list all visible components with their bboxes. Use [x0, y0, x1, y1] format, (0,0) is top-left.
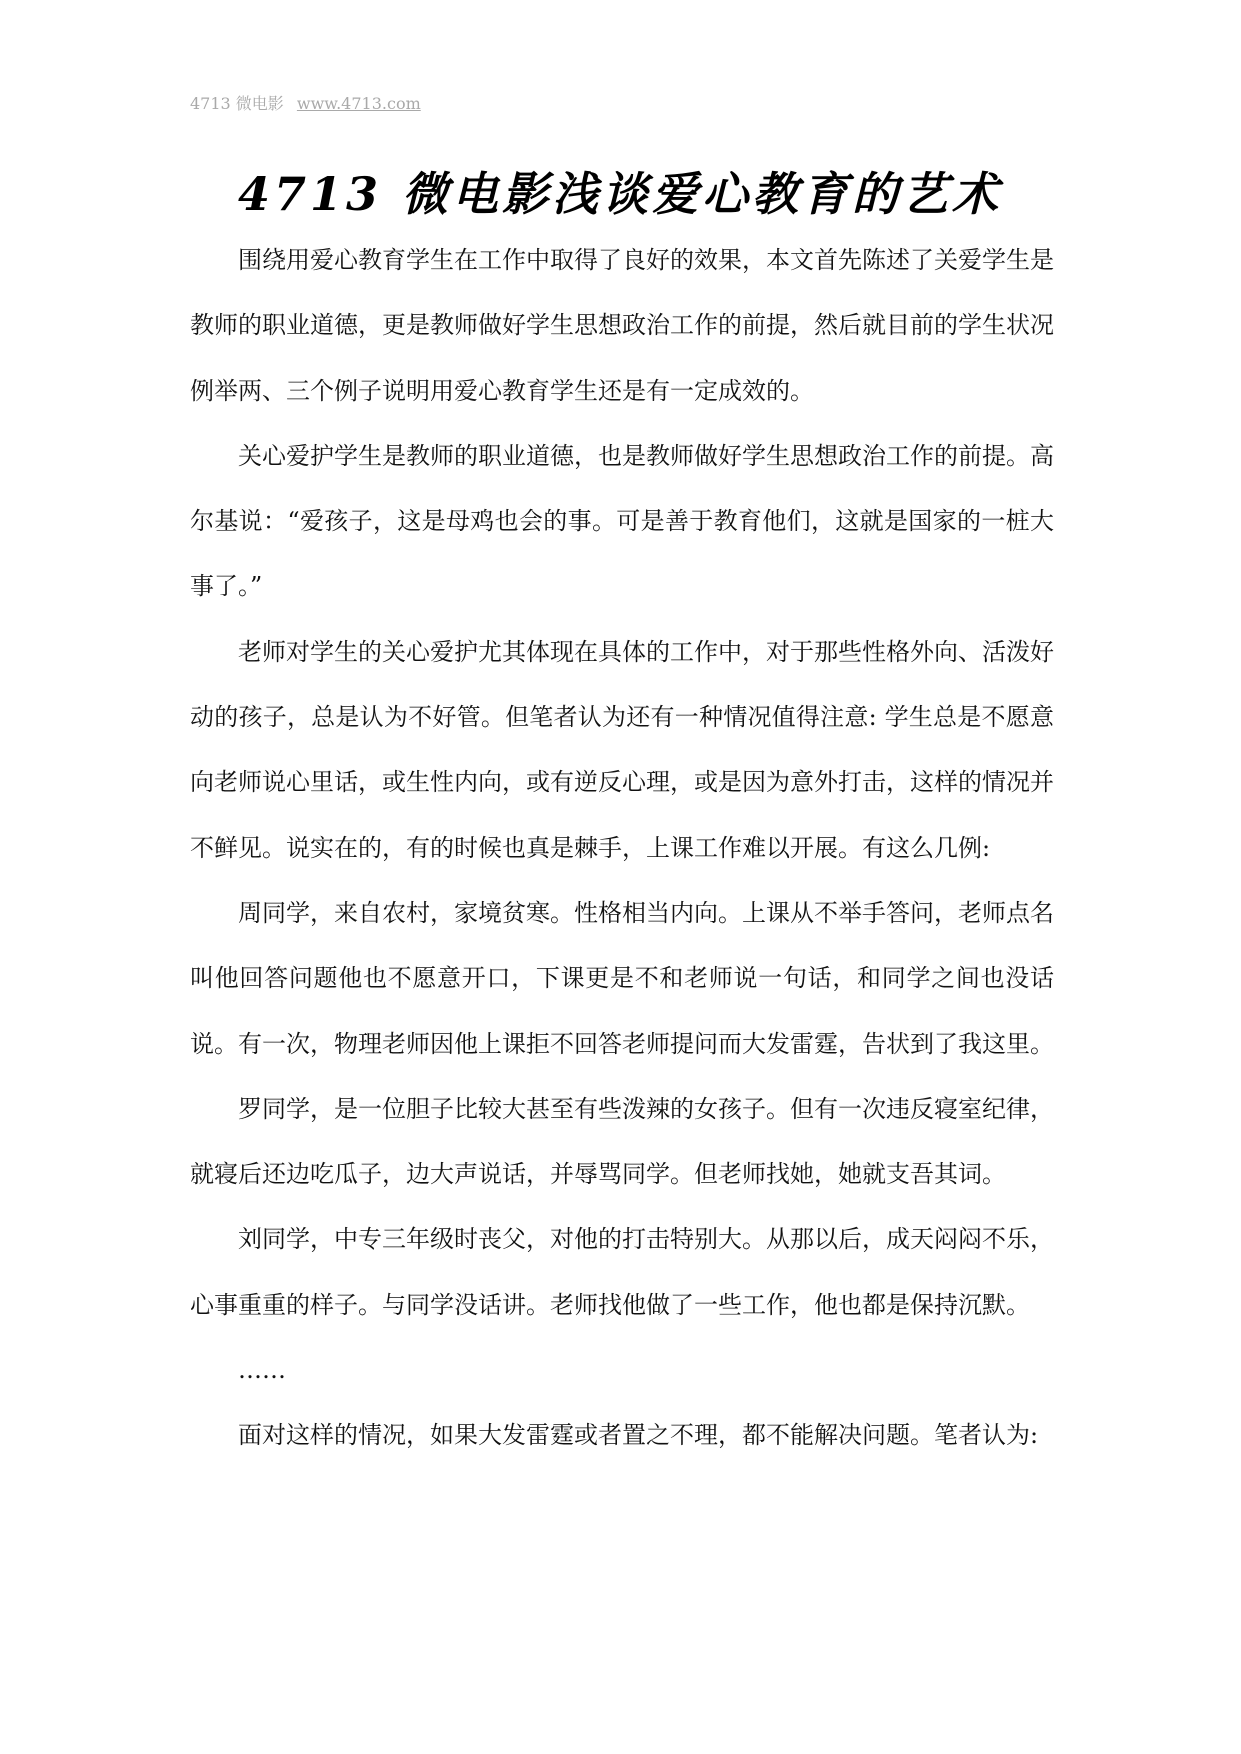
paragraph: 周同学，来自农村，家境贫寒。性格相当内向。上课从不举手答问，老师点名叫他回答问题他也不愿意开口，下课更是不和老师说一句话，和同学之间也没话说。有一次，物理老师因他上课拒不回答老师提问而大发雷霆，告状到了我这里。: [190, 898, 1054, 1058]
site-name: 4713 微电影: [190, 94, 284, 113]
site-url-link[interactable]: www.4713.com: [296, 94, 421, 113]
ellipsis-paragraph: ……: [238, 1356, 286, 1385]
paragraph: 刘同学，中专三年级时丧父，对他的打击特别大。从那以后，成天闷闷不乐，心事重重的样子。与同学没话讲。老师找他做了一些工作，他也都是保持沉默。: [190, 1225, 1054, 1319]
paragraph: 老师对学生的关心爱护尤其体现在具体的工作中，对于那些性格外向、活泼好动的孩子，总是认为不好管。但笔者认为还有一种情况值得注意: 学生总是不愿意向老师说心里话，或生性内向，或有逆反心理，或是因为意外打击，这样的情况并不鲜见。说实在的，有的时候也真是棘手，上课工作难以开展。有这么几例:: [190, 637, 1054, 862]
page-header: [190, 91, 421, 114]
document-title: 4713 微电影浅谈爱心教育的艺术: [237, 167, 1003, 221]
paragraph: 面对这样的情况，如果大发雷霆或者置之不理，都不能解决问题。笔者认为:: [238, 1421, 1039, 1450]
document-body: [190, 228, 1054, 1469]
paragraph: 围绕用爱心教育学生在工作中取得了良好的效果，本文首先陈述了关爱学生是教师的职业道德，更是教师做好学生思想政治工作的前提，然后就目前的学生状况例举两、三个例子说明用爱心教育学生还是有一定成效的。: [190, 246, 1054, 405]
paragraph: 罗同学，是一位胆子比较大甚至有些泼辣的女孩子。但有一次违反寝室纪律，就寝后还边吃瓜子，边大声说话，并辱骂同学。但老师找她，她就支吾其词。: [190, 1094, 1054, 1189]
paragraph: 关心爱护学生是教师的职业道德，也是教师做好学生思想政治工作的前提。高尔基说：“爱孩子，这是母鸡也会的事。可是善于教育他们，这就是国家的一桩大事了。”: [190, 441, 1054, 601]
